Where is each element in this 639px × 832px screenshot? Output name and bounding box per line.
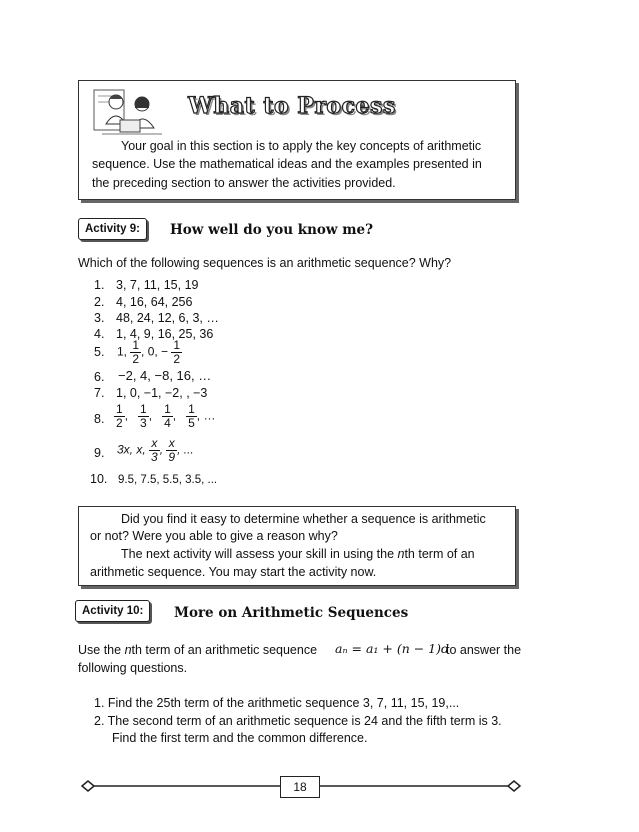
item-5-number: 5. (94, 345, 105, 359)
item-3-sequence: 48, 24, 12, 6, 3, … (116, 311, 219, 325)
activity-9-question: Which of the following sequences is an arithmetic sequence? Why? (78, 256, 452, 270)
reflection-line-4: arithmetic sequence. You may start the activity now. (90, 565, 377, 579)
intro-line-3: the preceding section to answer the activities provided. (92, 176, 396, 190)
item-7-number: 7. (94, 386, 105, 400)
fraction: $\frac{1}{4}$ (164, 402, 171, 430)
fraction: $\frac{1}{2}$ (116, 402, 123, 430)
fraction: $\frac{1}{5}$ (188, 402, 195, 430)
intro-line-1: Your goal in this section is to apply the key concepts of arithmetic (121, 139, 482, 153)
item-2-sequence: 4, 16, 64, 256 (116, 295, 193, 309)
reflection-line-1: Did you find it easy to determine whether a sequence is arithmetic (121, 512, 486, 526)
activity-10-tag: Activity 10: (75, 600, 150, 622)
item-2-number: 2. (94, 295, 105, 309)
item-8-sequence: $\frac{1}{2}$ , $\frac{1}{3}$ , $\frac{1}{4}$ , $\frac{1}{5}$ , … (116, 402, 216, 430)
reflection-line-2: or not? Were you able to give a reason why? (90, 529, 338, 543)
activity-10-intro-line-2: following questions. (78, 661, 188, 675)
item-4-sequence: 1, 4, 9, 16, 25, 36 (116, 327, 214, 341)
what-to-process-title: What to Process (188, 93, 396, 119)
item-4-number: 4. (94, 327, 105, 341)
item-8-number: 8. (94, 412, 105, 426)
item-3-number: 3. (94, 311, 105, 325)
nth-term-formula: aₙ = a₁ + (n − 1)d (335, 641, 450, 656)
question-2-continued: Find the first term and the common difference. (112, 731, 368, 745)
activity-10-title: More on Arithmetic Sequences (174, 605, 409, 621)
page-number: 18 (293, 780, 307, 794)
item-9-sequence: 3x, x, $\frac{x}{3}$ , $\frac{x}{9}$ , ... (117, 436, 194, 464)
item-1-sequence: 3, 7, 11, 15, 19 (116, 278, 199, 292)
intro-line-2: sequence. Use the mathematical ideas and the examples presented in (92, 157, 482, 171)
activity-10-intro: Use the nth term of an arithmetic sequence (78, 643, 318, 657)
item-7-sequence: 1, 0, −1, −2, , −3 (116, 386, 208, 400)
item-10-number: 10. (90, 472, 108, 486)
page-number-box (280, 776, 320, 798)
activity-10-intro-tail: to answer the (446, 643, 522, 657)
reflection-line-3: The next activity will assess your skill in using the nth term of an (121, 547, 475, 561)
question-1: 1. Find the 25th term of the arithmetic sequence 3, 7, 11, 15, 19,... (94, 696, 460, 710)
activity-9-title: How well do you know me? (170, 222, 374, 238)
item-6-sequence: −2, 4, −8, 16, … (118, 368, 212, 383)
students-reading-illustration (92, 84, 172, 140)
fraction: $\frac{1}{3}$ (140, 402, 147, 430)
fraction: $\frac{1}{2}$ (173, 338, 181, 366)
item-6-number: 6. (94, 370, 105, 384)
question-2: 2. The second term of an arithmetic sequence is 24 and the fifth term is 3. (94, 714, 502, 728)
activity-9-tag: Activity 9: (78, 218, 147, 240)
fraction: $\frac{x}{9}$ (168, 436, 176, 464)
item-10-sequence: 9.5, 7.5, 5.5, 3.5, ... (118, 474, 218, 486)
fraction: $\frac{x}{3}$ (151, 436, 158, 464)
item-5-sequence: 1, $\frac{1}{2}$ , 0, − $\frac{1}{2}$ (117, 338, 181, 366)
item-9-number: 9. (94, 446, 105, 460)
item-1-number: 1. (94, 278, 105, 292)
fraction: $\frac{1}{2}$ (132, 338, 140, 366)
